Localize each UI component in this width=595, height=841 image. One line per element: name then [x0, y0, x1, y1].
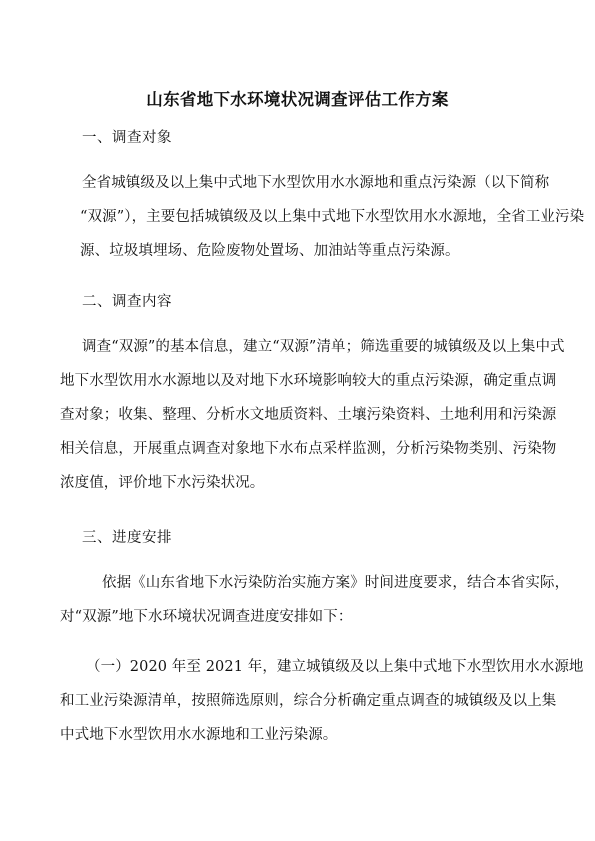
paragraph-line: 查对象；收集、整理、分析水文地质资料、土壤污染资料、土地利用和污染源 — [60, 407, 557, 423]
paragraph-line: 相关信息，开展重点调查对象地下水布点采样监测，分析污染物类别、污染物 — [60, 441, 557, 457]
paragraph-line: 对“双源”地下水环境状况调查进度安排如下： — [60, 609, 353, 625]
section-heading-2: 二、调查内容 — [82, 294, 172, 310]
paragraph-line: 源、垃圾填埋场、危险废物处置场、加油站等重点污染源。 — [80, 243, 460, 259]
paragraph-line: 浓度值，评价地下水污染状况。 — [60, 475, 265, 491]
schedule-item-1 — [60, 650, 584, 752]
paragraph-line: 依据《山东省地下水污染防治实施方案》时间进度要求，结合本省实际， — [102, 575, 570, 591]
section-3-paragraph — [60, 566, 570, 634]
paragraph-line: 和工业污染源清单，按照筛选原则，综合分析确定重点调查的城镇级及以上集 — [60, 693, 557, 709]
paragraph-line: 全省城镇级及以上集中式地下水型饮用水水源地和重点污染源（以下简称 — [82, 175, 550, 191]
paragraph-line: “双源”），主要包括城镇级及以上集中式地下水型饮用水水源地，全省工业污染 — [80, 209, 585, 225]
document-title: 山东省地下水环境状况调查评估工作方案 — [146, 90, 449, 109]
section-heading-3: 三、进度安排 — [82, 530, 172, 546]
paragraph-line: 调查“双源”的基本信息，建立“双源”清单；筛选重要的城镇级及以上集中式 — [82, 339, 565, 355]
paragraph-line: 中式地下水型饮用水水源地和工业污染源。 — [60, 727, 338, 743]
section-heading-1: 一、调查对象 — [82, 130, 172, 146]
section-2-paragraph — [60, 330, 565, 500]
section-1-paragraph — [80, 166, 585, 268]
paragraph-line: （一）2020 年至 2021 年，建立城镇级及以上集中式地下水型饮用水水源地 — [86, 659, 584, 675]
paragraph-line: 地下水型饮用水水源地以及对地下水环境影响较大的重点污染源，确定重点调 — [60, 373, 557, 389]
